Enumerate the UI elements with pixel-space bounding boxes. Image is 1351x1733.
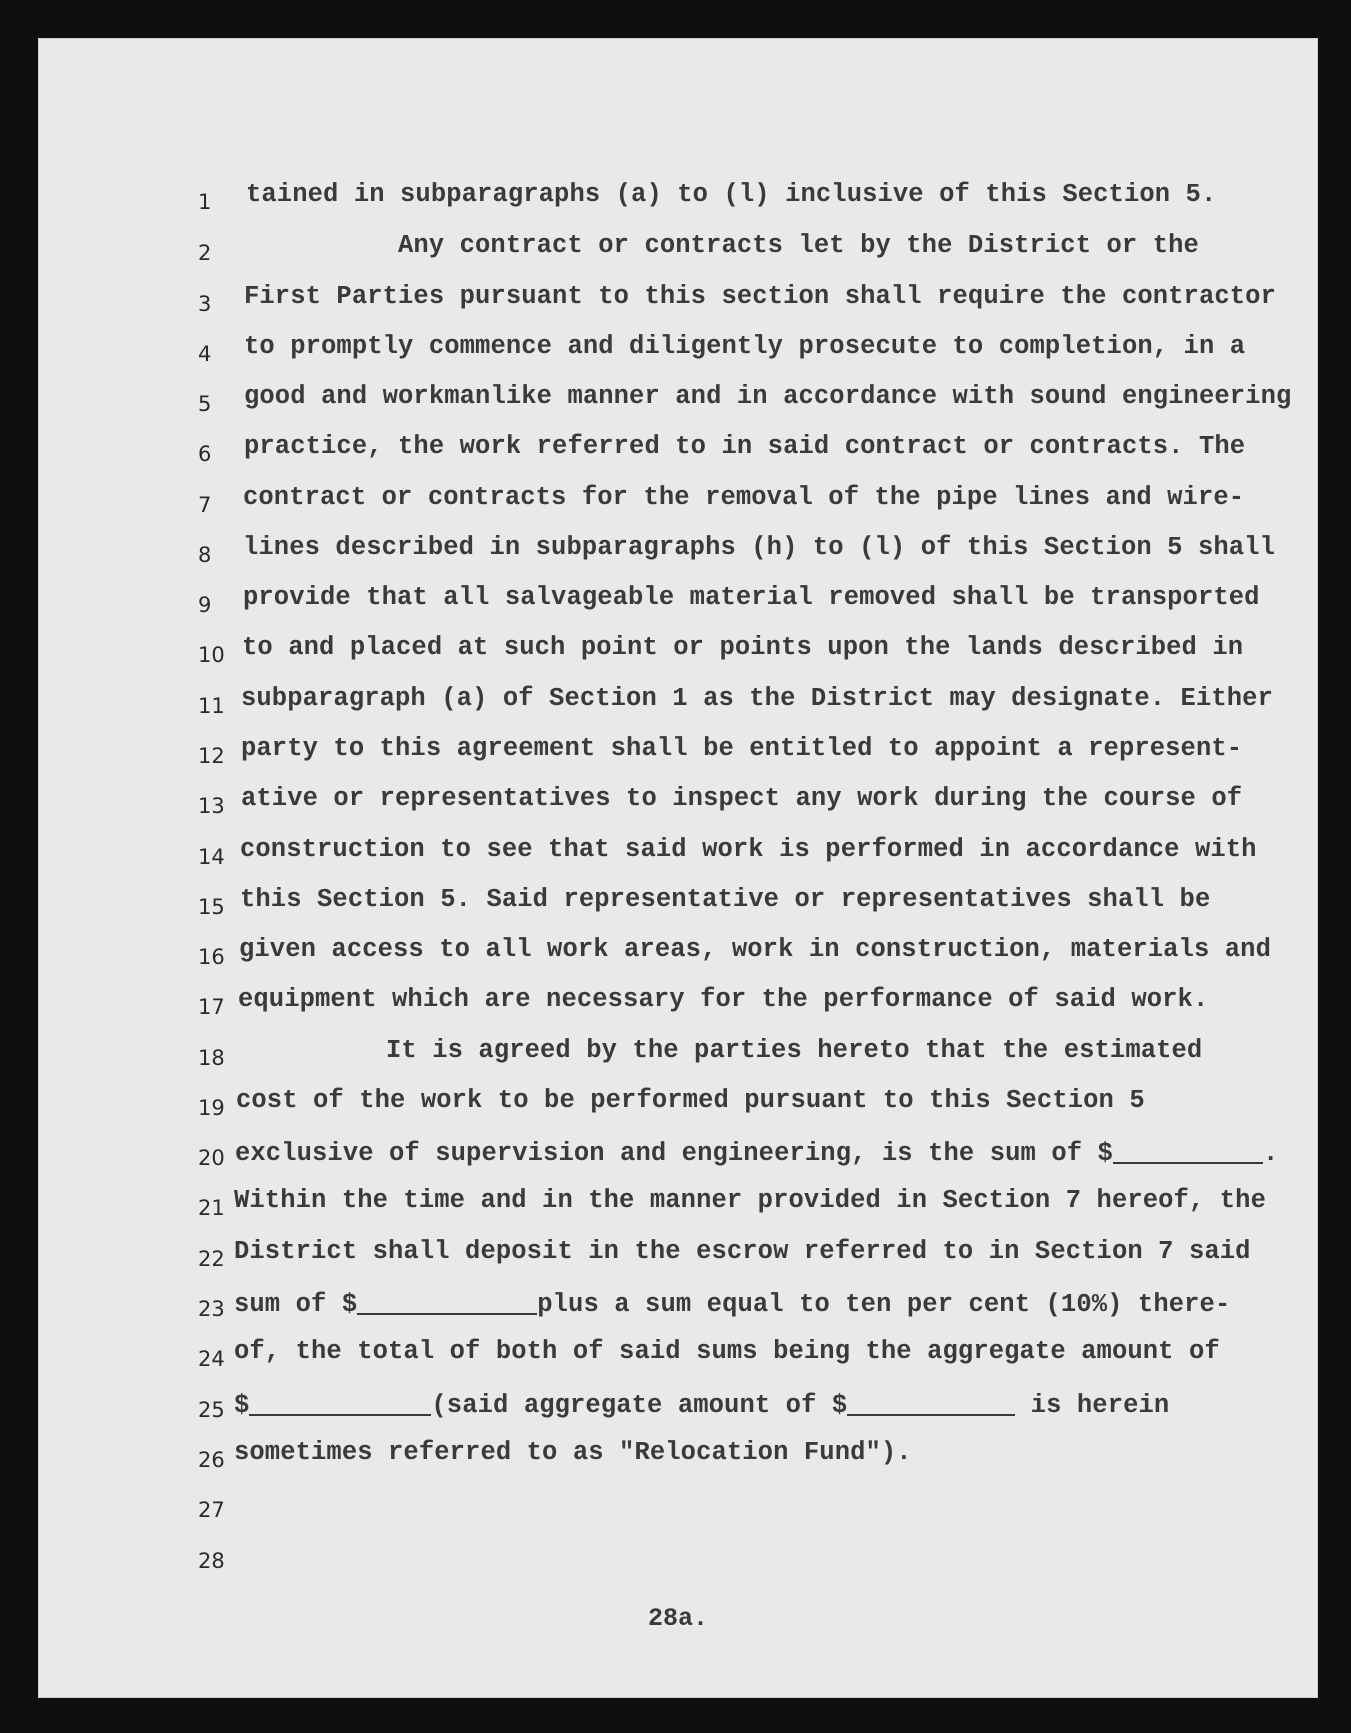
line-number: 17 xyxy=(198,995,225,1019)
line-text: construction to see that said work is performed in accordance with xyxy=(240,835,1257,864)
line-text-part: plus a sum equal to ten per cent (10%) there- xyxy=(537,1290,1231,1319)
line-text: to and placed at such point or points upon the lands described in xyxy=(242,633,1244,662)
line-number: 25 xyxy=(198,1398,225,1422)
text-line xyxy=(38,935,1318,975)
text-line xyxy=(38,985,1318,1025)
text-line xyxy=(38,1036,1318,1076)
line-number: 28 xyxy=(198,1549,225,1573)
line-text-part: is herein xyxy=(1015,1391,1170,1420)
line-number: 12 xyxy=(198,744,225,768)
line-number: 15 xyxy=(198,895,225,919)
line-text: It is agreed by the parties hereto that the estimated xyxy=(386,1036,1203,1065)
line-text xyxy=(235,1136,1278,1168)
line-number: 18 xyxy=(198,1046,225,1070)
line-number: 14 xyxy=(198,845,225,869)
page-number: 28a. xyxy=(647,1604,708,1633)
text-line xyxy=(38,1237,1318,1277)
line-text: tained in subparagraphs (a) to (l) inclusive of this Section 5. xyxy=(246,180,1217,209)
text-line xyxy=(38,332,1318,372)
line-number: 5 xyxy=(198,392,212,416)
text-line xyxy=(38,583,1318,623)
text-line xyxy=(38,734,1318,774)
line-number: 2 xyxy=(198,241,212,265)
line-text-part: . xyxy=(1262,1139,1279,1168)
text-line xyxy=(38,1186,1318,1226)
text-line xyxy=(38,1086,1318,1126)
line-number: 26 xyxy=(198,1448,225,1472)
text-line xyxy=(38,382,1318,422)
line-text: lines described in subparagraphs (h) to (l) of this Section 5 shall xyxy=(243,533,1275,562)
line-number: 1 xyxy=(198,190,212,214)
line-text: equipment which are necessary for the performance of said work. xyxy=(238,985,1209,1014)
amount-blank xyxy=(847,1388,1015,1416)
text-line xyxy=(38,1438,1318,1478)
line-text: contract or contracts for the removal of the pipe lines and wire- xyxy=(243,483,1245,512)
line-text: ative or representatives to inspect any work during the course of xyxy=(241,784,1243,813)
line-text: to promptly commence and diligently prosecute to completion, in a xyxy=(244,332,1246,361)
line-number: 11 xyxy=(198,694,225,718)
line-text: given access to all work areas, work in construction, materials and xyxy=(239,935,1271,964)
line-number: 8 xyxy=(198,543,212,567)
line-text: of, the total of both of said sums being the aggregate amount of xyxy=(234,1337,1220,1366)
document-page xyxy=(38,38,1318,1698)
line-number: 23 xyxy=(198,1297,225,1321)
line-text xyxy=(234,1388,1169,1420)
amount-blank xyxy=(357,1287,537,1315)
line-text: Any contract or contracts let by the District or the xyxy=(398,231,1199,260)
line-number: 19 xyxy=(198,1096,225,1120)
text-line xyxy=(38,1136,1318,1176)
line-number: 9 xyxy=(198,593,212,617)
line-text: provide that all salvageable material removed shall be transported xyxy=(243,583,1260,612)
line-number: 3 xyxy=(198,292,212,316)
line-number: 22 xyxy=(198,1247,225,1271)
line-number: 16 xyxy=(198,945,225,969)
text-line xyxy=(38,1337,1318,1377)
text-line xyxy=(38,835,1318,875)
line-number: 27 xyxy=(198,1498,225,1522)
line-text: this Section 5. Said representative or representatives shall be xyxy=(240,885,1211,914)
line-text-part: exclusive of supervision and engineering, is the sum of $ xyxy=(235,1139,1113,1168)
text-line xyxy=(38,533,1318,573)
text-line xyxy=(38,282,1318,322)
line-text: good and workmanlike manner and in accordance with sound engineering xyxy=(244,382,1292,411)
text-line xyxy=(38,1287,1318,1327)
text-line xyxy=(38,1539,1318,1579)
line-number: 4 xyxy=(198,342,212,366)
line-number: 10 xyxy=(198,643,225,667)
line-text: Within the time and in the manner provided in Section 7 hereof, the xyxy=(234,1186,1266,1215)
text-line xyxy=(38,1488,1318,1528)
text-line xyxy=(38,684,1318,724)
line-number: 13 xyxy=(198,794,225,818)
line-text: party to this agreement shall be entitled to appoint a represent- xyxy=(241,734,1243,763)
text-line xyxy=(38,483,1318,523)
line-number: 24 xyxy=(198,1347,225,1371)
line-text: District shall deposit in the escrow referred to in Section 7 said xyxy=(234,1237,1251,1266)
line-text: First Parties pursuant to this section shall require the contractor xyxy=(244,282,1276,311)
line-text: practice, the work referred to in said contract or contracts. The xyxy=(244,432,1246,461)
text-line xyxy=(38,1388,1318,1428)
line-number: 6 xyxy=(198,442,212,466)
line-text-part: (said aggregate amount of $ xyxy=(431,1391,848,1420)
line-text xyxy=(234,1287,1230,1319)
line-number: 20 xyxy=(198,1146,225,1170)
line-number: 7 xyxy=(198,493,212,517)
text-line xyxy=(38,180,1318,220)
line-text: sometimes referred to as "Relocation Fund"). xyxy=(234,1438,912,1467)
line-number: 21 xyxy=(198,1196,225,1220)
text-line xyxy=(38,432,1318,472)
line-text-part: $ xyxy=(234,1391,250,1420)
line-text: subparagraph (a) of Section 1 as the District may designate. Either xyxy=(241,684,1273,713)
text-line xyxy=(38,784,1318,824)
amount-blank xyxy=(249,1388,431,1416)
text-line xyxy=(38,231,1318,271)
text-line xyxy=(38,633,1318,673)
line-text: cost of the work to be performed pursuant to this Section 5 xyxy=(236,1086,1145,1115)
line-text-part: sum of $ xyxy=(234,1290,358,1319)
amount-blank xyxy=(1113,1136,1263,1164)
text-line xyxy=(38,885,1318,925)
